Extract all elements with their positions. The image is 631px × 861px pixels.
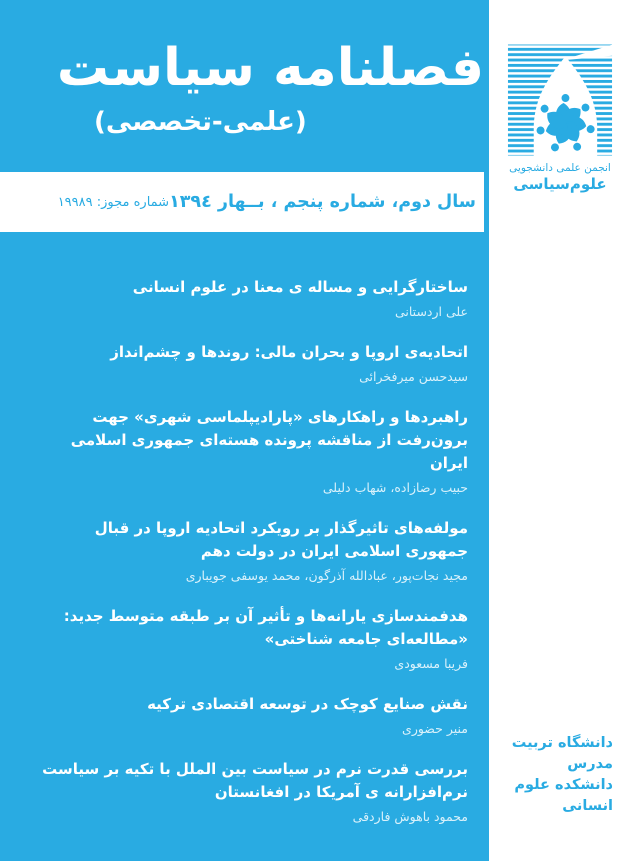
article-authors: منیر حضوری [402, 721, 468, 736]
journal-subtitle: (علمی-تخصصی) [94, 107, 307, 137]
article-authors: علی اردستانی [394, 304, 468, 319]
issue-info: سال دوم، شماره پنجم ، بــهار ١٣٩٤ [169, 192, 476, 212]
journal-title: فصلنامه سیاست [56, 38, 484, 98]
article-item [34, 605, 468, 672]
article-authors: حبیب رضازاده، شهاب دلیلی [322, 480, 468, 495]
faculty-name: دانشکده علوم انسانی [514, 777, 613, 814]
article-list [0, 232, 484, 846]
article-authors: مجید نجات‌پور، عبادالله آذرگون، محمد یوسفی جویباری [185, 568, 468, 583]
article-title: نقش صنایع کوچک در توسعه اقتصادی ترکیه [147, 695, 468, 713]
article-item [34, 693, 468, 737]
license-number: شماره مجوز: ١٩٩٨٩ [57, 194, 170, 210]
article-item [34, 517, 468, 584]
issue-info-band [0, 172, 484, 232]
article-item [34, 276, 468, 320]
article-title: بررسی قدرت نرم در سیاست بین الملل با تکیه بر سیاست نرم‌افزارانه ی آمریکا در افغانستان [42, 760, 468, 801]
article-authors: سیدحسن میرفخرائی [359, 369, 468, 384]
article-authors: محمود باهوش فاردقی [352, 809, 468, 824]
article-title: ساختارگرایی و مساله ی معنا در علوم انسانی [132, 278, 468, 296]
publisher-block [489, 733, 631, 817]
article-item [34, 341, 468, 385]
article-title: اتحادیه‌ی اروپا و بحران مالی: روندها و چشم‌انداز [110, 343, 468, 361]
article-item [34, 758, 468, 825]
logo-caption-line1: انجمن علمی دانشجویی [509, 162, 611, 174]
article-title: هدفمندسازی یارانه‌ها و تأثیر آن بر طبقه متوسط جدید: «مطالعه‌ای جامعه شناختی» [63, 607, 468, 648]
article-item [34, 406, 468, 496]
article-title: مولفه‌های تاثیرگذار بر رویکرد اتحادیه اروپا در قبال جمهوری اسلامی ایران در دولت دهم [94, 519, 468, 560]
association-emblem-icon [489, 42, 631, 160]
article-title: راهبردها و راهکارهای «پارادیپلماسی شهری» جهت برون‌رفت از مناقشه پرونده هسته‌ای جمهوری اسلامی ایران [70, 408, 468, 472]
side-column [489, 0, 631, 861]
masthead [0, 38, 484, 140]
university-name: دانشگاه تربیت مدرس [511, 735, 613, 772]
logo-caption-line2: علوم‌سیاسی [513, 175, 607, 193]
association-logo [489, 42, 631, 193]
article-authors: فریبا مسعودی [394, 656, 468, 671]
